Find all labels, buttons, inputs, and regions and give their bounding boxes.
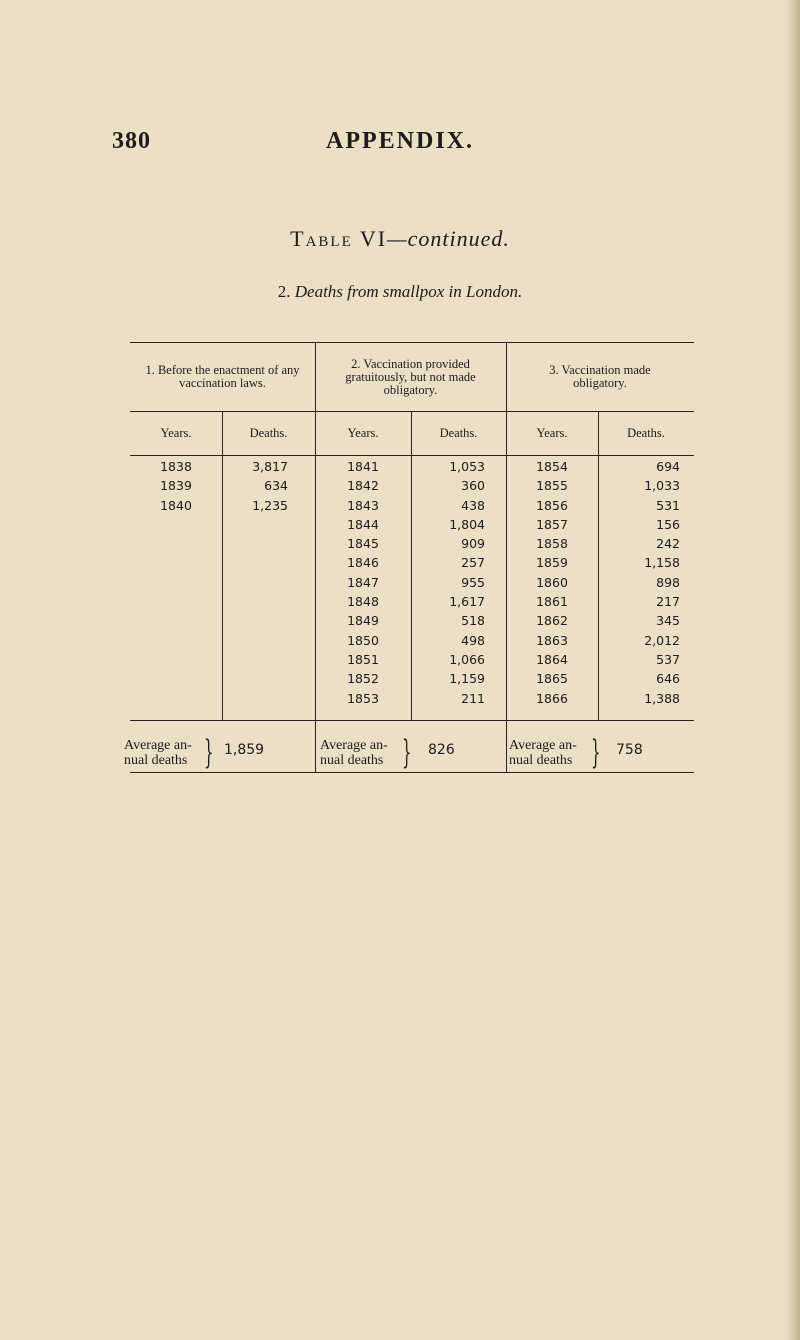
year-cell: 1861 <box>536 594 568 610</box>
average-label-line: nual deaths <box>124 753 188 768</box>
brace-icon: } <box>204 732 214 771</box>
running-head <box>0 128 800 168</box>
section-2-years-column <box>315 457 411 708</box>
deaths-cell: 634 <box>264 478 288 494</box>
average-label-line: Average an- <box>124 738 192 753</box>
year-cell: 1857 <box>536 516 568 532</box>
year-cell: 1856 <box>536 497 568 513</box>
brace-icon: } <box>402 732 412 771</box>
year-cell: 1841 <box>347 459 379 474</box>
year-cell: 1850 <box>347 632 379 648</box>
year-cell: 1862 <box>536 613 568 629</box>
average-rule <box>130 720 694 721</box>
year-cell: 1860 <box>536 574 568 590</box>
section-3-average-label <box>509 738 577 768</box>
deaths-cell: 1,388 <box>644 690 680 706</box>
year-cell: 1846 <box>347 555 379 571</box>
deaths-cell: 360 <box>461 478 485 494</box>
deaths-cell: 156 <box>656 516 680 532</box>
section-1-average-label <box>124 738 192 768</box>
deaths-cell: 211 <box>461 690 485 706</box>
deaths-cell: 1,053 <box>449 459 485 474</box>
year-cell: 1863 <box>536 632 568 648</box>
section-2-average-label <box>320 738 388 768</box>
year-cell: 1838 <box>160 459 192 474</box>
year-cell: 1843 <box>347 497 379 513</box>
deaths-cell: 955 <box>461 574 485 590</box>
deaths-cell: 909 <box>461 536 485 552</box>
brace-icon: } <box>591 732 601 771</box>
year-cell: 1851 <box>347 651 379 667</box>
year-cell: 1858 <box>536 536 568 552</box>
section-1-years-column <box>130 457 222 515</box>
deaths-cell: 217 <box>656 594 680 610</box>
smallpox-deaths-table <box>124 342 694 773</box>
section-2-deaths-column <box>411 457 485 708</box>
deaths-cell: 498 <box>461 632 485 648</box>
deaths-cell: 2,012 <box>644 632 680 648</box>
section-3-average-value: 758 <box>616 742 643 758</box>
page-edge-shadow <box>786 0 800 1340</box>
deaths-cell: 1,617 <box>449 594 485 610</box>
deaths-cell: 242 <box>656 536 680 552</box>
year-cell: 1853 <box>347 690 379 706</box>
section-1-deaths-header: Deaths. <box>249 425 288 440</box>
section-1-heading: 1. Before the enactment of any vaccination laws. <box>145 363 300 390</box>
table-title-suffix: —continued. <box>387 226 510 251</box>
section-1-deaths-column <box>222 457 288 515</box>
deaths-cell: 345 <box>656 613 680 629</box>
section-2-average-value: 826 <box>428 742 455 758</box>
year-cell: 1855 <box>536 478 568 494</box>
year-cell: 1849 <box>347 613 379 629</box>
year-cell: 1854 <box>536 459 568 474</box>
section-3-deaths-header: Deaths. <box>627 425 665 440</box>
average-label-line: nual deaths <box>509 753 573 768</box>
deaths-cell: 898 <box>656 574 680 590</box>
year-cell: 1844 <box>347 516 379 532</box>
section-2-deaths-header: Deaths. <box>439 425 478 440</box>
deaths-cell: 438 <box>461 497 485 513</box>
year-cell: 1865 <box>536 671 568 687</box>
subheader-rule <box>130 455 694 456</box>
deaths-cell: 1,066 <box>449 651 485 667</box>
deaths-cell: 3,817 <box>252 459 288 474</box>
deaths-cell: 257 <box>461 555 485 571</box>
year-cell: 1866 <box>536 690 568 706</box>
year-cell: 1847 <box>347 574 379 590</box>
section-3-years-column <box>506 457 598 708</box>
year-cell: 1864 <box>536 651 568 667</box>
deaths-cell: 1,235 <box>252 497 288 513</box>
subtitle-number: 2. <box>277 282 291 301</box>
table-title <box>0 226 800 252</box>
section-3-deaths-column <box>598 457 680 708</box>
deaths-cell: 646 <box>656 671 680 687</box>
average-label-line: nual deaths <box>320 753 384 768</box>
year-cell: 1859 <box>536 555 568 571</box>
section-2-years-header: Years. <box>347 425 379 440</box>
table-title-prefix: Table VI <box>290 226 388 251</box>
year-cell: 1840 <box>160 497 192 513</box>
section-2-heading: 2. Vaccination provided gratuitously, but not made obligatory. <box>345 356 476 397</box>
average-label-line: Average an- <box>509 738 577 753</box>
deaths-cell: 1,804 <box>449 516 485 532</box>
page-number: 380 <box>112 128 151 154</box>
year-cell: 1845 <box>347 536 379 552</box>
deaths-cell: 1,033 <box>644 478 680 494</box>
deaths-cell: 1,159 <box>449 671 485 687</box>
year-cell: 1852 <box>347 671 379 687</box>
year-cell: 1842 <box>347 478 379 494</box>
section-1-average-value: 1,859 <box>224 742 265 758</box>
section-1-years-header: Years. <box>160 425 192 440</box>
deaths-cell: 518 <box>461 613 485 629</box>
deaths-cell: 694 <box>656 459 680 474</box>
deaths-cell: 1,158 <box>644 555 680 571</box>
section-3-years-header: Years. <box>536 425 568 440</box>
deaths-cell: 537 <box>656 651 680 667</box>
running-title: APPENDIX. <box>326 128 474 154</box>
section-3-heading: 3. Vaccination made obligatory. <box>549 363 651 390</box>
deaths-cell: 531 <box>656 497 680 513</box>
average-label-line: Average an- <box>320 738 388 753</box>
year-cell: 1848 <box>347 594 379 610</box>
table-subtitle <box>0 282 800 302</box>
subtitle-text: Deaths from smallpox in London. <box>294 282 523 301</box>
year-cell: 1839 <box>160 478 192 494</box>
